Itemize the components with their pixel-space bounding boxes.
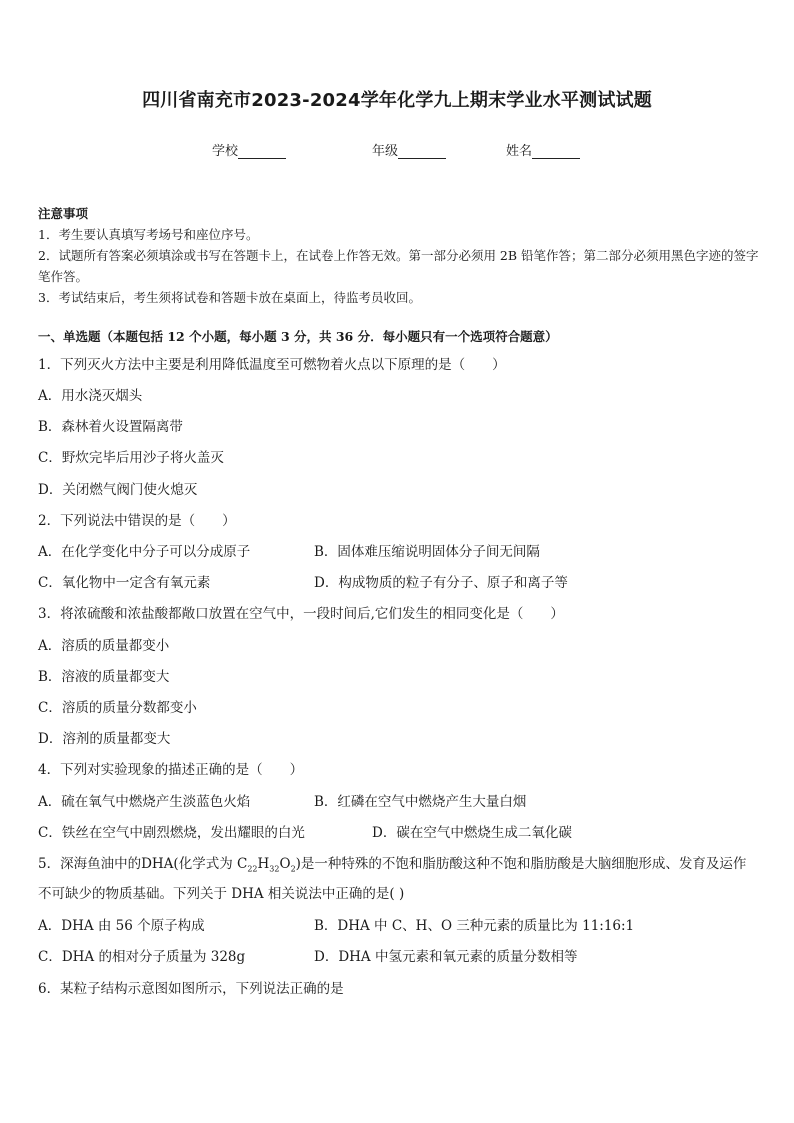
q5-sub-o: 2 — [290, 864, 296, 874]
grade-label: 年级 — [372, 144, 399, 159]
q3-option-a[interactable]: A．溶质的质量都变小 — [38, 638, 170, 654]
q2-stem: 2．下列说法中错误的是（ ） — [38, 513, 236, 529]
q5-sub-h: 32 — [269, 864, 280, 874]
q2-option-d[interactable]: D．构成物质的粒子有分子、原子和离子等 — [314, 575, 568, 591]
q3-stem: 3．将浓硫酸和浓盐酸都敞口放置在空气中，一段时间后,它们发生的相同变化是（ ） — [38, 606, 564, 622]
q3-option-d[interactable]: D．溶剂的质量都变大 — [38, 731, 171, 747]
school-blank[interactable] — [238, 144, 286, 159]
notice-item-1: 1．考生要认真填写考场号和座位序号。 — [38, 227, 259, 242]
q3-option-b[interactable]: B．溶液的质量都变大 — [38, 669, 170, 685]
q2-option-a[interactable]: A．在化学变化中分子可以分成原子 — [38, 544, 251, 560]
q2-option-c[interactable]: C．氧化物中一定含有氧元素 — [38, 575, 211, 591]
notice-block — [38, 203, 760, 308]
q5-stem-pre: 5．深海鱼油中的DHA(化学式为 C — [38, 856, 248, 872]
q1-option-d[interactable]: D．关闭燃气阀门使火熄灭 — [38, 482, 198, 498]
q4-option-b[interactable]: B．红磷在空气中燃烧产生大量白烟 — [314, 794, 527, 810]
q5-o: O — [279, 856, 291, 872]
section-heading: 一、单选题（本题包括 12 个小题，每小题 3 分，共 36 分．每小题只有一个选项符合题意） — [38, 329, 558, 344]
q5-option-a[interactable]: A．DHA 由 56 个原子构成 — [38, 918, 205, 934]
q5-stem-post: )是一种特殊的不饱和脂肪酸这种不饱和脂肪酸是大脑细胞形成、发育及运作不可缺少的物质基础。下列关于 DHA 相关说法中正确的是( ) — [38, 856, 747, 902]
name-label: 姓名 — [506, 144, 533, 159]
q4-option-d[interactable]: D．碳在空气中燃烧生成二氧化碳 — [372, 825, 572, 841]
q6-stem: 6．某粒子结构示意图如图所示，下列说法正确的是 — [38, 981, 344, 997]
q1-option-a[interactable]: A．用水浇灭烟头 — [38, 388, 143, 404]
q5-option-b[interactable]: B．DHA 中 C、H、O 三种元素的质量比为 11:16:1 — [314, 918, 635, 934]
q5-h: H — [257, 856, 270, 872]
notice-item-2: 2．试题所有答案必须填涂或书写在答题卡上，在试卷上作答无效。第一部分必须用 2B 铅笔作答；第二部分必须用黑色字迹的签字笔作答。 — [38, 248, 759, 284]
grade-blank[interactable] — [398, 144, 446, 159]
name-blank[interactable] — [532, 144, 580, 159]
q5-stem — [38, 852, 758, 906]
notice-heading: 注意事项 — [38, 206, 89, 221]
q5-sub-c: 22 — [247, 864, 258, 874]
q4-option-a[interactable]: A．硫在氧气中燃烧产生淡蓝色火焰 — [38, 794, 251, 810]
q5-option-d[interactable]: D．DHA 中氢元素和氧元素的质量分数相等 — [314, 949, 578, 965]
name-field[interactable] — [506, 140, 580, 159]
school-label: 学校 — [212, 144, 239, 159]
q5-option-c[interactable]: C．DHA 的相对分子质量为 328g — [38, 949, 246, 965]
page-title: 四川省南充市2023-2024学年化学九上期末学业水平测试试题 — [142, 90, 652, 111]
q1-option-b[interactable]: B．森林着火设置隔离带 — [38, 419, 183, 435]
q1-stem: 1．下列灭火方法中主要是利用降低温度至可燃物着火点以下原理的是（ ） — [38, 357, 506, 373]
q3-option-c[interactable]: C．溶质的质量分数都变小 — [38, 700, 197, 716]
q4-option-c[interactable]: C．铁丝在空气中剧烈燃烧，发出耀眼的白光 — [38, 825, 305, 841]
school-field[interactable] — [212, 140, 286, 159]
q2-option-b[interactable]: B．固体难压缩说明固体分子间无间隔 — [314, 544, 540, 560]
student-info-row — [0, 140, 794, 160]
notice-item-3: 3．考试结束后，考生须将试卷和答题卡放在桌面上，待监考员收回。 — [38, 290, 421, 305]
q4-stem: 4．下列对实验现象的描述正确的是（ ） — [38, 762, 304, 778]
q1-option-c[interactable]: C．野炊完毕后用沙子将火盖灭 — [38, 450, 224, 466]
grade-field[interactable] — [372, 140, 446, 159]
